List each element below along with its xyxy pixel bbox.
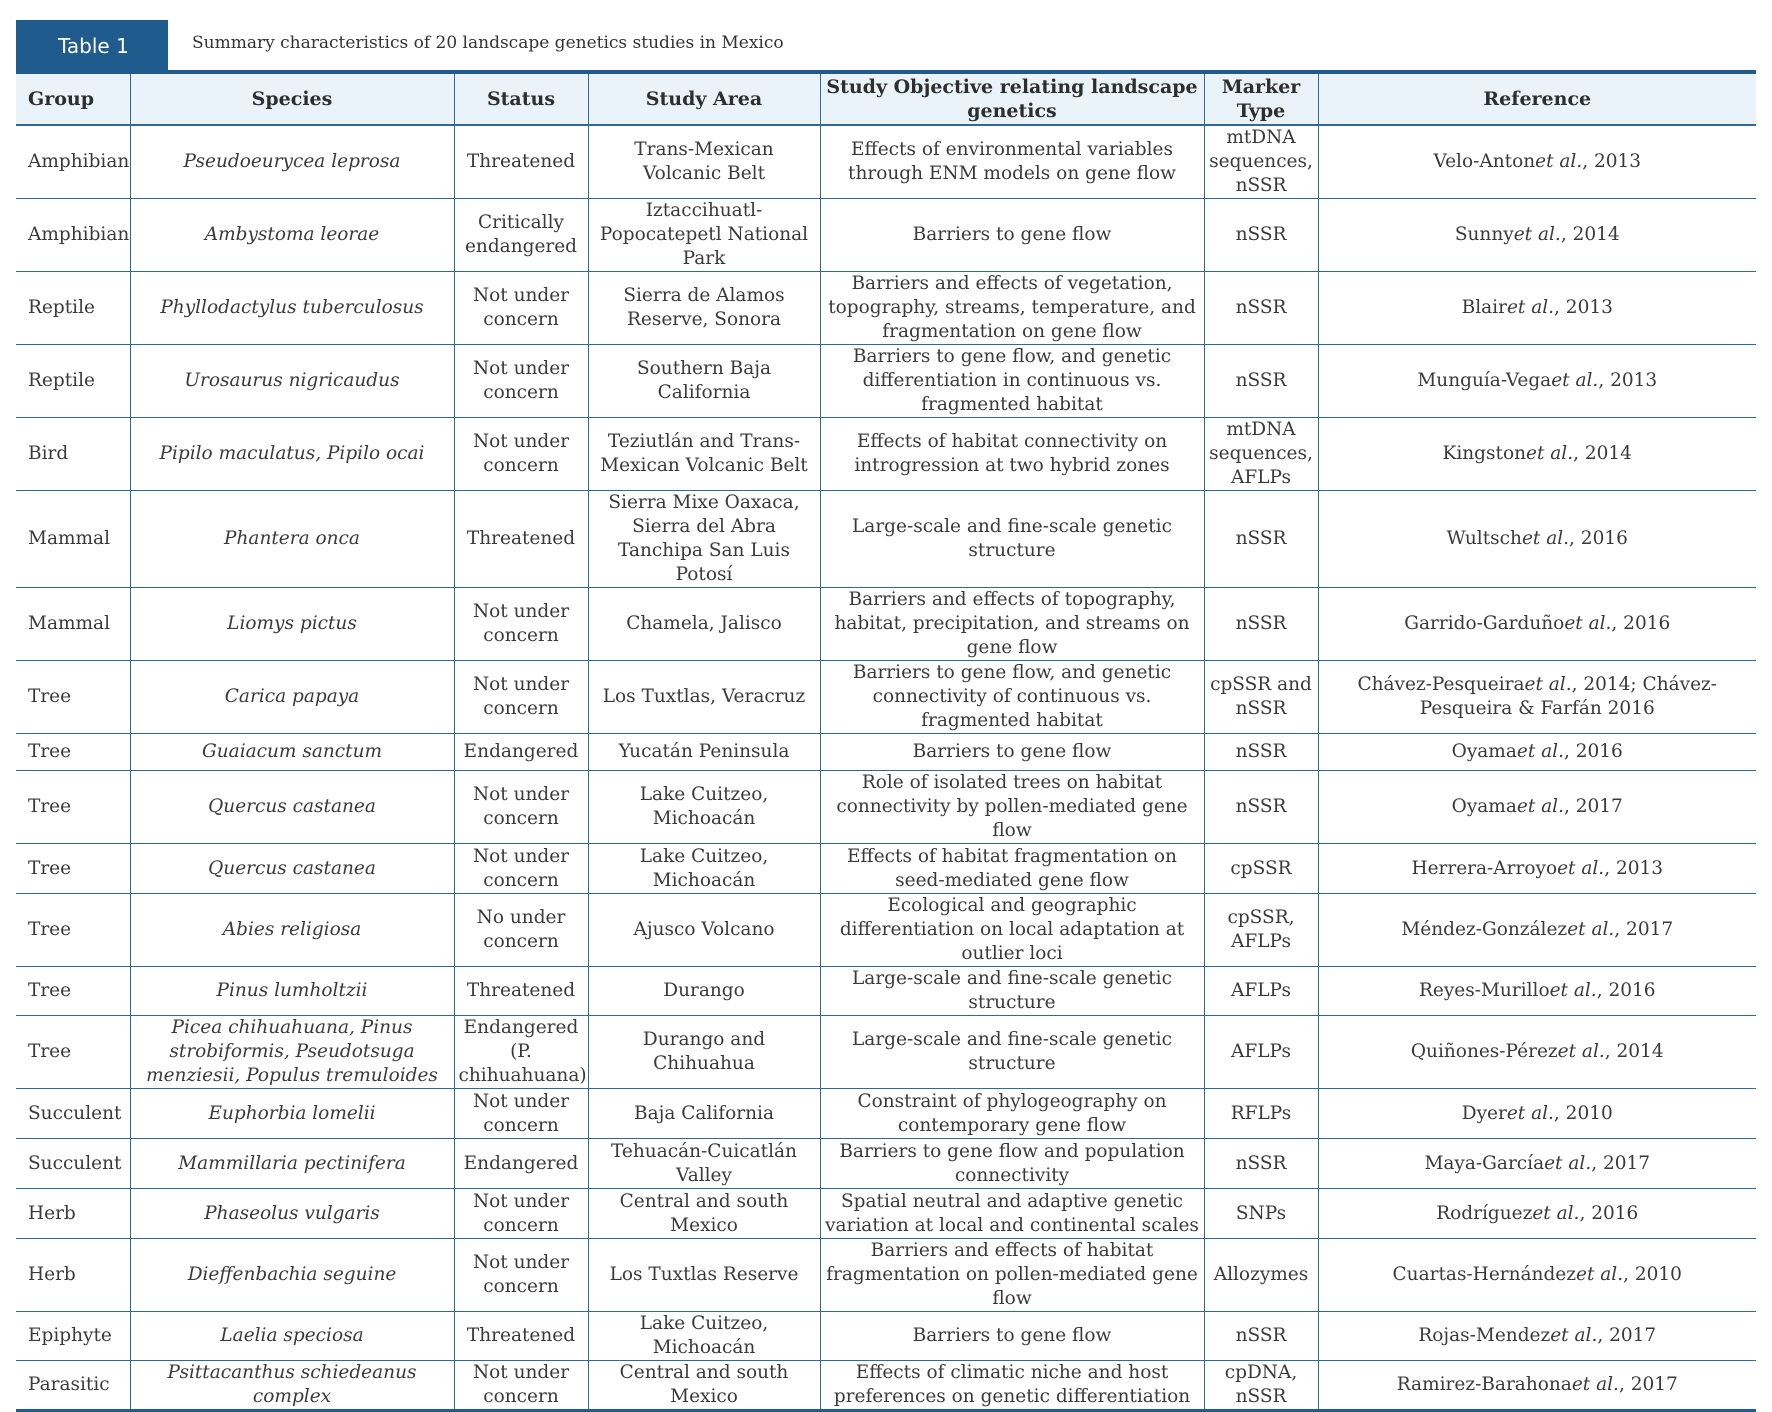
- header-species: Species: [130, 74, 454, 125]
- cell-study-area: Lake Cuitzeo, Michoacán: [588, 1312, 820, 1361]
- cell-objective: Effects of environmental variables through ENM models on gene flow: [820, 125, 1204, 199]
- cell-study-area: Los Tuxtlas Reserve: [588, 1239, 820, 1312]
- cell-status: Critically endangered: [454, 199, 588, 272]
- cell-objective: Barriers to gene flow, and genetic connectivity of continuous vs. fragmented habitat: [820, 661, 1204, 734]
- cell-group: Succulent: [16, 1139, 130, 1189]
- cell-status: Threatened: [454, 491, 588, 588]
- cell-species: Urosaurus nigricaudus: [130, 345, 454, 418]
- cell-study-area: Durango: [588, 967, 820, 1016]
- cell-status: Not under concern: [454, 418, 588, 491]
- cell-study-area: Lake Cuitzeo, Michoacán: [588, 844, 820, 894]
- table-row: [16, 125, 1756, 199]
- header-study-area: Study Area: [588, 74, 820, 125]
- cell-study-area: Teziutlán and Trans-Mexican Volcanic Belt: [588, 418, 820, 491]
- table-row: [16, 1016, 1756, 1089]
- cell-reference: Chávez-Pesqueiraet al., 2014; Chávez-Pesqueira & Farfán 2016: [1318, 661, 1756, 734]
- cell-group: Reptile: [16, 272, 130, 345]
- cell-status: Not under concern: [454, 1089, 588, 1139]
- cell-status: Threatened: [454, 967, 588, 1016]
- cell-study-area: Baja California: [588, 1089, 820, 1139]
- cell-objective: Spatial neutral and adaptive genetic variation at local and continental scales: [820, 1189, 1204, 1239]
- cell-objective: Large-scale and fine-scale genetic structure: [820, 1016, 1204, 1089]
- cell-marker: nSSR: [1204, 199, 1318, 272]
- cell-reference: Wultschet al., 2016: [1318, 491, 1756, 588]
- cell-species: Phaseolus vulgaris: [130, 1189, 454, 1239]
- cell-study-area: Southern Baja California: [588, 345, 820, 418]
- cell-objective: Barriers to gene flow: [820, 1312, 1204, 1361]
- cell-status: Not under concern: [454, 1239, 588, 1312]
- cell-marker: nSSR: [1204, 491, 1318, 588]
- cell-marker: nSSR: [1204, 734, 1318, 771]
- header-objective: Study Objective relating landscape genetics: [820, 74, 1204, 125]
- header-reference: Reference: [1318, 74, 1756, 125]
- cell-species: Pipilo maculatus, Pipilo ocai: [130, 418, 454, 491]
- cell-marker: SNPs: [1204, 1189, 1318, 1239]
- cell-marker: RFLPs: [1204, 1089, 1318, 1139]
- cell-species: Ambystoma leorae: [130, 199, 454, 272]
- cell-marker: AFLPs: [1204, 967, 1318, 1016]
- cell-objective: Barriers to gene flow, and genetic differentiation in continuous vs. fragmented habitat: [820, 345, 1204, 418]
- cell-marker: nSSR: [1204, 771, 1318, 844]
- cell-objective: Barriers and effects of habitat fragmentation on pollen-mediated gene flow: [820, 1239, 1204, 1312]
- cell-marker: AFLPs: [1204, 1016, 1318, 1089]
- cell-group: Amphibian: [16, 125, 130, 199]
- cell-group: Epiphyte: [16, 1312, 130, 1361]
- header-group: Group: [16, 74, 130, 125]
- cell-species: Quercus castanea: [130, 771, 454, 844]
- cell-reference: Reyes-Murilloet al., 2016: [1318, 967, 1756, 1016]
- table-row: [16, 1239, 1756, 1312]
- cell-reference: Cuartas-Hernándezet al., 2010: [1318, 1239, 1756, 1312]
- cell-marker: nSSR: [1204, 588, 1318, 661]
- cell-reference: Munguía-Vegaet al., 2013: [1318, 345, 1756, 418]
- cell-group: Amphibian: [16, 199, 130, 272]
- table-row: [16, 345, 1756, 418]
- cell-species: Quercus castanea: [130, 844, 454, 894]
- cell-marker: cpSSR, AFLPs: [1204, 894, 1318, 967]
- cell-marker: cpDNA, nSSR: [1204, 1361, 1318, 1411]
- cell-study-area: Durango and Chihuahua: [588, 1016, 820, 1089]
- cell-group: Tree: [16, 661, 130, 734]
- table-row: [16, 1312, 1756, 1361]
- cell-objective: Effects of habitat fragmentation on seed-mediated gene flow: [820, 844, 1204, 894]
- cell-status: Not under concern: [454, 1189, 588, 1239]
- cell-species: Dieffenbachia seguine: [130, 1239, 454, 1312]
- cell-status: Not under concern: [454, 272, 588, 345]
- cell-reference: Sunnyet al., 2014: [1318, 199, 1756, 272]
- cell-objective: Barriers to gene flow and population connectivity: [820, 1139, 1204, 1189]
- cell-study-area: Central and south Mexico: [588, 1189, 820, 1239]
- cell-reference: Quiñones-Pérezet al., 2014: [1318, 1016, 1756, 1089]
- cell-species: Abies religiosa: [130, 894, 454, 967]
- cell-reference: Herrera-Arroyoet al., 2013: [1318, 844, 1756, 894]
- header-status: Status: [454, 74, 588, 125]
- table-row: [16, 1089, 1756, 1139]
- cell-species: Euphorbia lomelii: [130, 1089, 454, 1139]
- table-row: [16, 1139, 1756, 1189]
- cell-species: Psittacanthus schiedeanus complex: [130, 1361, 454, 1411]
- table-row: [16, 272, 1756, 345]
- cell-reference: Méndez-Gonzálezet al., 2017: [1318, 894, 1756, 967]
- table-row: [16, 1189, 1756, 1239]
- cell-status: Endangered: [454, 1139, 588, 1189]
- cell-group: Tree: [16, 771, 130, 844]
- cell-objective: Constraint of phylogeography on contemporary gene flow: [820, 1089, 1204, 1139]
- cell-species: Pseudoeurycea leprosa: [130, 125, 454, 199]
- cell-species: Liomys pictus: [130, 588, 454, 661]
- table-row: [16, 734, 1756, 771]
- table-row: [16, 491, 1756, 588]
- cell-species: Pinus lumholtzii: [130, 967, 454, 1016]
- cell-marker: cpSSR and nSSR: [1204, 661, 1318, 734]
- cell-marker: nSSR: [1204, 1139, 1318, 1189]
- cell-status: Not under concern: [454, 771, 588, 844]
- cell-marker: nSSR: [1204, 345, 1318, 418]
- cell-status: Endangered (P. chihuahuana): [454, 1016, 588, 1089]
- cell-group: Tree: [16, 1016, 130, 1089]
- table-row: [16, 199, 1756, 272]
- cell-marker: nSSR: [1204, 1312, 1318, 1361]
- cell-reference: Velo-Antonet al., 2013: [1318, 125, 1756, 199]
- cell-species: Carica papaya: [130, 661, 454, 734]
- cell-objective: Effects of climatic niche and host preferences on genetic differentiation: [820, 1361, 1204, 1411]
- cell-group: Mammal: [16, 588, 130, 661]
- studies-table: [16, 74, 1756, 1412]
- cell-reference: Ramirez-Barahonaet al., 2017: [1318, 1361, 1756, 1411]
- cell-group: Herb: [16, 1189, 130, 1239]
- table-row: [16, 661, 1756, 734]
- cell-study-area: Trans-Mexican Volcanic Belt: [588, 125, 820, 199]
- cell-reference: Maya-Garcíaet al., 2017: [1318, 1139, 1756, 1189]
- cell-objective: Ecological and geographic differentiation on local adaptation at outlier loci: [820, 894, 1204, 967]
- cell-status: No under concern: [454, 894, 588, 967]
- cell-marker: cpSSR: [1204, 844, 1318, 894]
- cell-reference: Rodríguezet al., 2016: [1318, 1189, 1756, 1239]
- cell-status: Threatened: [454, 125, 588, 199]
- table-row: [16, 771, 1756, 844]
- cell-group: Tree: [16, 967, 130, 1016]
- cell-status: Not under concern: [454, 661, 588, 734]
- cell-species: Picea chihuahuana, Pinus strobiformis, Pseudotsuga menziesii, Populus tremuloides: [130, 1016, 454, 1089]
- cell-reference: Oyamaet al., 2017: [1318, 771, 1756, 844]
- cell-reference: Rojas-Mendezet al., 2017: [1318, 1312, 1756, 1361]
- cell-status: Threatened: [454, 1312, 588, 1361]
- table-row: [16, 844, 1756, 894]
- cell-reference: Oyamaet al., 2016: [1318, 734, 1756, 771]
- table-row: [16, 894, 1756, 967]
- cell-group: Reptile: [16, 345, 130, 418]
- table-row: [16, 418, 1756, 491]
- cell-study-area: Central and south Mexico: [588, 1361, 820, 1411]
- cell-reference: Kingstonet al., 2014: [1318, 418, 1756, 491]
- cell-study-area: Sierra de Alamos Reserve, Sonora: [588, 272, 820, 345]
- header-marker-type: Marker Type: [1204, 74, 1318, 125]
- cell-study-area: Tehuacán-Cuicatlán Valley: [588, 1139, 820, 1189]
- cell-study-area: Chamela, Jalisco: [588, 588, 820, 661]
- table-row: [16, 588, 1756, 661]
- cell-marker: nSSR: [1204, 272, 1318, 345]
- cell-study-area: Yucatán Peninsula: [588, 734, 820, 771]
- table-row: [16, 967, 1756, 1016]
- cell-reference: Dyeret al., 2010: [1318, 1089, 1756, 1139]
- cell-objective: Large-scale and fine-scale genetic structure: [820, 491, 1204, 588]
- cell-species: Phyllodactylus tuberculosus: [130, 272, 454, 345]
- cell-status: Not under concern: [454, 844, 588, 894]
- cell-reference: Blairet al., 2013: [1318, 272, 1756, 345]
- cell-objective: Barriers and effects of topography, habitat, precipitation, and streams on gene flow: [820, 588, 1204, 661]
- cell-species: Guaiacum sanctum: [130, 734, 454, 771]
- cell-marker: mtDNA sequences, AFLPs: [1204, 418, 1318, 491]
- cell-study-area: Ajusco Volcano: [588, 894, 820, 967]
- cell-group: Parasitic: [16, 1361, 130, 1411]
- cell-study-area: Los Tuxtlas, Veracruz: [588, 661, 820, 734]
- cell-group: Succulent: [16, 1089, 130, 1139]
- cell-group: Mammal: [16, 491, 130, 588]
- cell-objective: Barriers and effects of vegetation, topography, streams, temperature, and fragmentation on gene flow: [820, 272, 1204, 345]
- cell-study-area: Lake Cuitzeo, Michoacán: [588, 771, 820, 844]
- cell-group: Tree: [16, 844, 130, 894]
- cell-marker: mtDNA sequences, nSSR: [1204, 125, 1318, 199]
- cell-objective: Effects of habitat connectivity on introgression at two hybrid zones: [820, 418, 1204, 491]
- cell-group: Bird: [16, 418, 130, 491]
- cell-study-area: Sierra Mixe Oaxaca, Sierra del Abra Tanchipa San Luis Potosí: [588, 491, 820, 588]
- table-caption: [16, 20, 1756, 72]
- cell-reference: Garrido-Garduñoet al., 2016: [1318, 588, 1756, 661]
- cell-species: Phantera onca: [130, 491, 454, 588]
- cell-objective: Barriers to gene flow: [820, 734, 1204, 771]
- cell-status: Not under concern: [454, 345, 588, 418]
- cell-objective: Role of isolated trees on habitat connectivity by pollen-mediated gene flow: [820, 771, 1204, 844]
- cell-species: Mammillaria pectinifera: [130, 1139, 454, 1189]
- cell-study-area: Iztaccihuatl-Popocatepetl National Park: [588, 199, 820, 272]
- cell-objective: Barriers to gene flow: [820, 199, 1204, 272]
- cell-status: Endangered: [454, 734, 588, 771]
- cell-objective: Large-scale and fine-scale genetic structure: [820, 967, 1204, 1016]
- cell-group: Herb: [16, 1239, 130, 1312]
- cell-group: Tree: [16, 734, 130, 771]
- table-label: Table 1: [16, 20, 168, 72]
- cell-group: Tree: [16, 894, 130, 967]
- cell-status: Not under concern: [454, 588, 588, 661]
- cell-status: Not under concern: [454, 1361, 588, 1411]
- cell-marker: Allozymes: [1204, 1239, 1318, 1312]
- table-row: [16, 1361, 1756, 1411]
- header-row: [16, 74, 1756, 125]
- table-title: Summary characteristics of 20 landscape genetics studies in Mexico: [192, 33, 784, 53]
- cell-species: Laelia speciosa: [130, 1312, 454, 1361]
